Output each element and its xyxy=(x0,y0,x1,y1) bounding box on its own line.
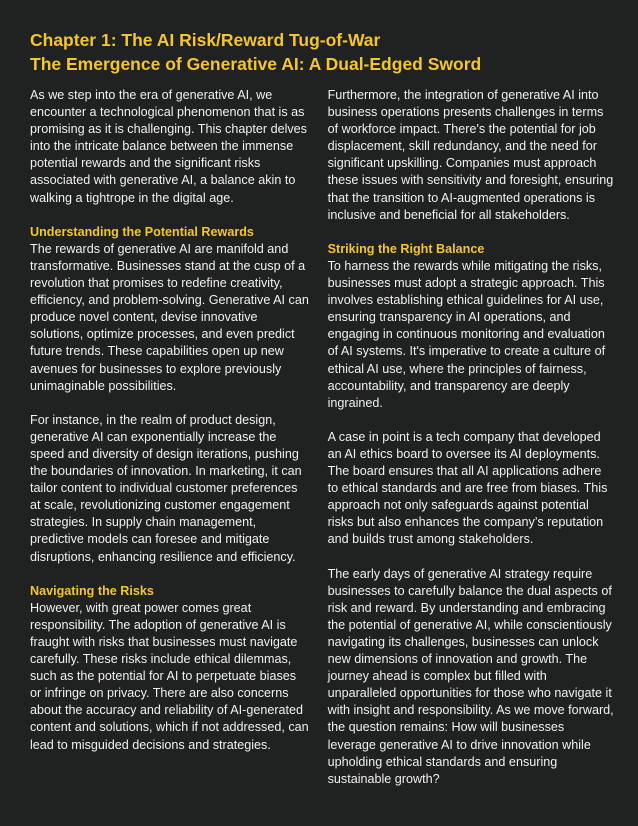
workforce-paragraph: Furthermore, the integration of generative AI into business operations presents challenges in terms of workforce impact. There's the potential for job displacement, skill redundancy, and the need for significant upskilling. Companies must approach these issues with sensitivity and foresight, ensuring that the transition to AI-augmented operations is inclusive and beneficial for all stakeholders. xyxy=(327,88,614,222)
intro-paragraph: As we step into the era of generative AI, we encounter a technological phenomenon that is as promising as it is challenging. This chapter delves into the intricate balance between the immense potential rewards and the significant risks associated with generative AI, a balance akin to walking a tightrope in the digital age. xyxy=(30,88,307,205)
paragraph-spacer xyxy=(30,566,310,583)
paragraph-spacer xyxy=(328,549,614,566)
balance-paragraph-2: A case in point is a tech company that developed an AI ethics board to oversee its AI deployments. The board ensures that all AI applications adhere to ethical standards and are free from biases. This approach not only safeguards against potential risks but also enhances the company’s reputation and builds trust among stakeholders. xyxy=(327,429,608,547)
balance-paragraph-1: To harness the rewards while mitigating the risks, businesses must adopt a strategic approach. This involves establishing ethical guidelines for AI use, ensuring transparency in AI operations, and engaging in continuous monitoring and evaluation of AI systems. It's imperative to create a culture of ethical AI use, where the principles of fairness, accountability, and transparency are deeply ingrained. xyxy=(327,258,606,410)
right-column xyxy=(328,87,614,788)
paragraph-spacer xyxy=(30,207,310,224)
left-column xyxy=(30,87,310,788)
paragraph-spacer xyxy=(328,412,614,429)
paragraph-spacer xyxy=(328,224,614,241)
rewards-paragraph-2: For instance, in the realm of product design, generative AI can exponentially increase the speed and diversity of design iterations, pushing the boundaries of innovation. In marketing, it can tailor content to individual customer preferences at scale, revolutionizing customer engagement strategies. In supply chain management, predictive models can foresee and mitigate disruptions, enhancing resilience and efficiency. xyxy=(30,412,302,564)
chapter-subtitle: The Emergence of Generative AI: A Dual-Edged Sword xyxy=(30,54,482,74)
section-heading-risks: Navigating the Risks xyxy=(30,583,154,598)
section-heading-balance: Striking the Right Balance xyxy=(327,241,485,256)
risks-paragraph-1: However, with great power comes great responsibility. The adoption of generative AI is fraught with risks that businesses must navigate carefully. These risks include ethical dilemmas, such as the potential for AI to perpetuate biases or infringe on privacy. There are also concerns about the accuracy and reliability of AI-generated content and solutions, which if not addressed, can lead to misguided decisions and strategies. xyxy=(30,600,309,752)
chapter-title: Chapter 1: The AI Risk/Reward Tug-of-War xyxy=(30,30,381,50)
balance-paragraph-3: The early days of generative AI strategy require businesses to carefully balance the dual aspects of risk and reward. By understanding and embracing the potential of generative AI, while conscientiously navigating its challenges, businesses can unlock new dimensions of innovation and growth. The journey ahead is complex but filled with unparalleled opportunities for those who navigate it with insight and responsibility. As we move forward, the question remains: How will businesses leverage generative AI to drive innovation while upholding ethical standards and ensuring sustainable growth? xyxy=(327,566,614,786)
paragraph-spacer xyxy=(30,395,310,412)
section-heading-rewards: Understanding the Potential Rewards xyxy=(30,224,254,239)
rewards-paragraph-1: The rewards of generative AI are manifold and transformative. Businesses stand at the cusp of a revolution that promises to redefine creativity, efficiency, and problem-solving. Generative AI can produce novel content, devise innovative solutions, optimize processes, and even predict future trends. These capabilities open up new avenues for businesses to explore previously unimaginable possibilities. xyxy=(30,241,309,393)
text-columns xyxy=(30,87,614,788)
